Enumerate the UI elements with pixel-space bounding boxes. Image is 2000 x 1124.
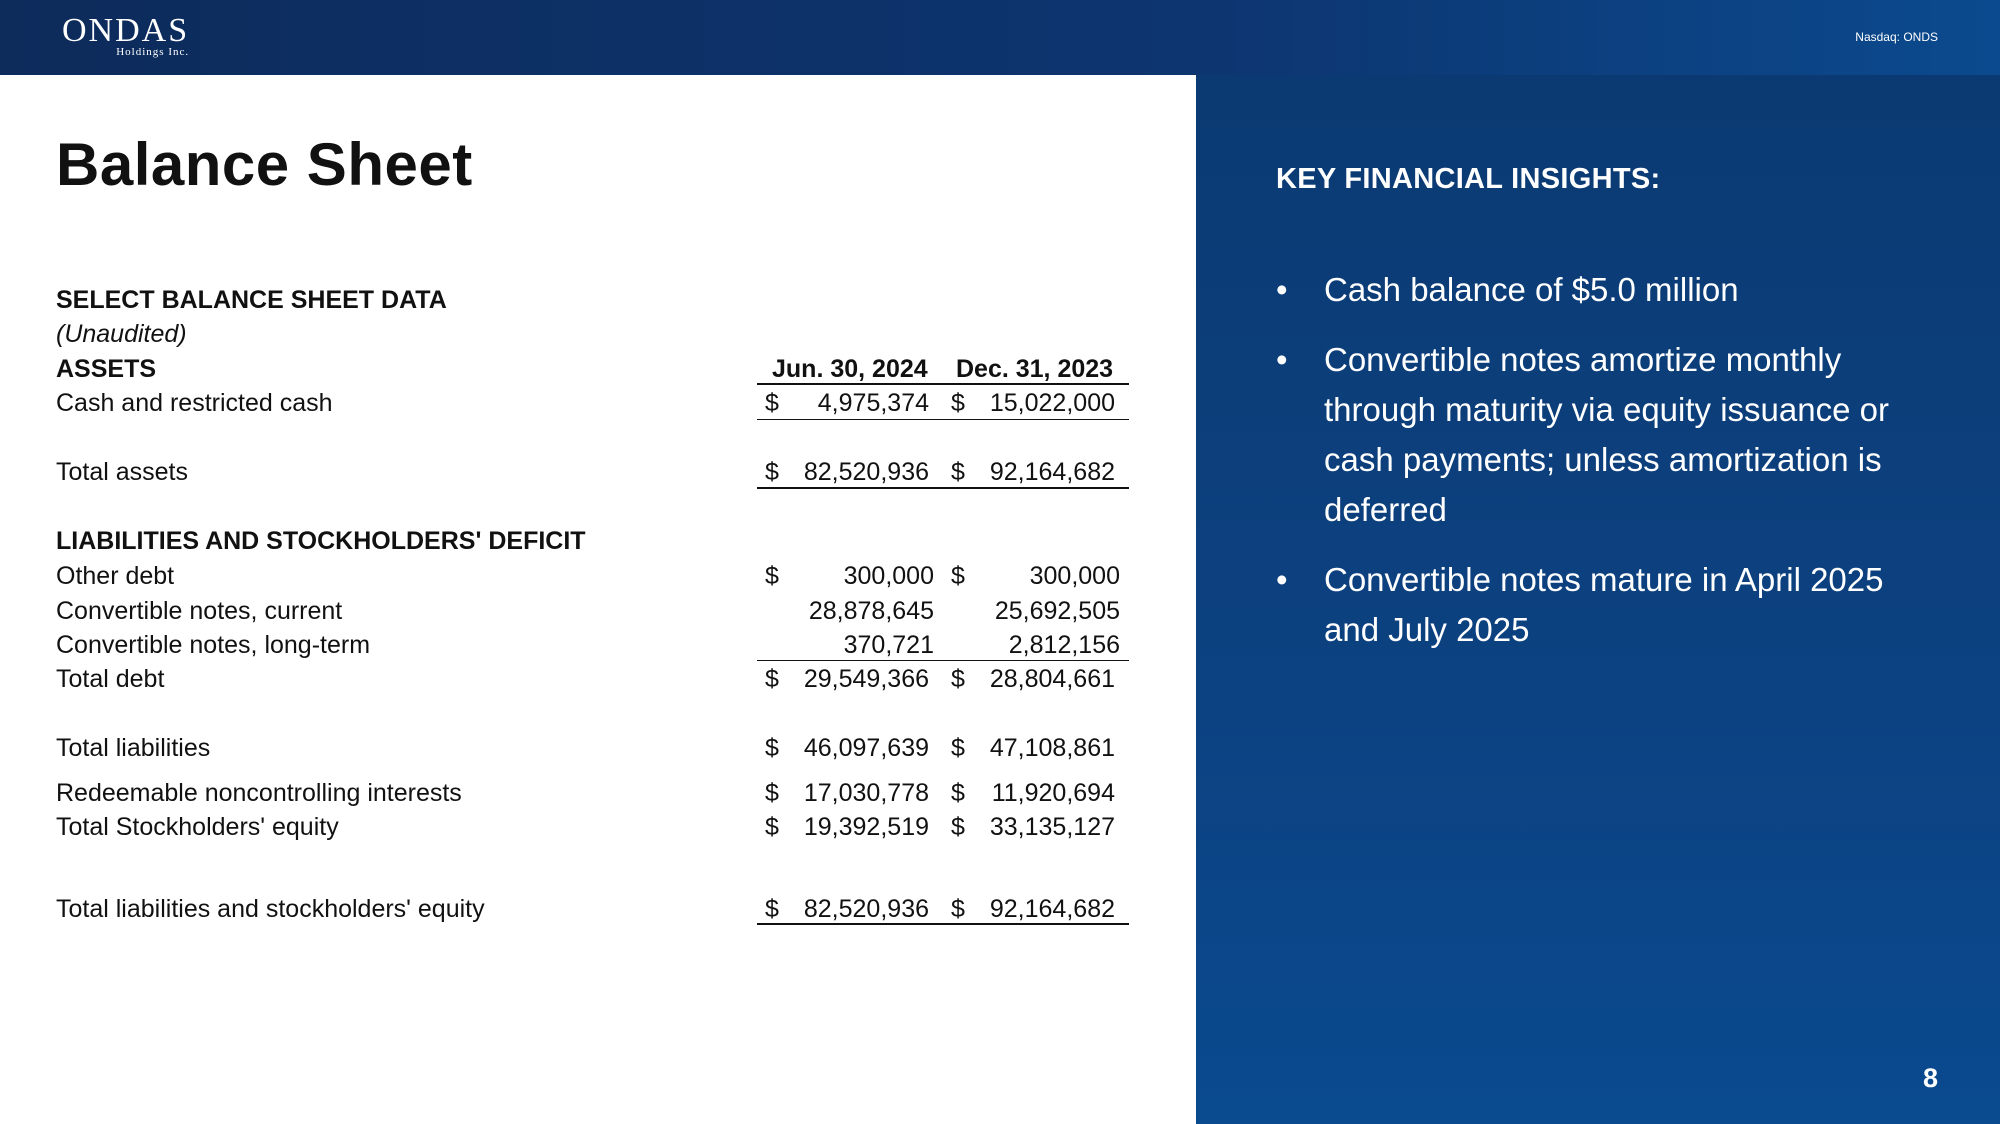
amount: 47,108,861 xyxy=(989,734,1115,762)
value-cell xyxy=(757,455,929,489)
total-rule xyxy=(757,487,1129,489)
value-cell xyxy=(943,594,1120,628)
currency-sign: $ xyxy=(765,813,779,841)
value-cell xyxy=(943,731,1115,765)
amount: 28,878,645 xyxy=(808,597,934,625)
unaudited-row xyxy=(56,317,1136,351)
slide-title: Balance Sheet xyxy=(56,131,473,198)
value-cell xyxy=(757,810,929,844)
value-cell xyxy=(757,628,934,662)
amount: 82,520,936 xyxy=(803,895,929,923)
currency-sign: $ xyxy=(765,458,779,486)
ticker-label: Nasdaq: ONDS xyxy=(1855,30,1938,44)
value-cell xyxy=(943,628,1120,662)
row-label: Total Stockholders' equity xyxy=(56,813,339,841)
currency-sign: $ xyxy=(951,562,965,590)
value-cell xyxy=(943,386,1115,420)
list-item xyxy=(1276,335,1936,535)
value-cell xyxy=(757,776,929,810)
row-label: Total debt xyxy=(56,665,165,693)
currency-sign: $ xyxy=(951,389,965,417)
subtotal-rule xyxy=(757,419,1129,420)
table-row xyxy=(56,455,1136,489)
row-label: Redeemable noncontrolling interests xyxy=(56,779,462,807)
value-cell xyxy=(757,662,929,696)
assets-heading: ASSETS xyxy=(56,355,157,383)
amount: 19,392,519 xyxy=(803,813,929,841)
header-rule xyxy=(757,383,1129,385)
currency-sign: $ xyxy=(765,734,779,762)
currency-sign: $ xyxy=(765,779,779,807)
amount: 25,692,505 xyxy=(994,597,1120,625)
value-cell xyxy=(943,776,1115,810)
currency-sign: $ xyxy=(951,458,965,486)
row-label: Total liabilities xyxy=(56,734,211,762)
row-label: Convertible notes, long-term xyxy=(56,631,371,659)
bullet-icon: • xyxy=(1276,271,1288,308)
liabilities-heading-row xyxy=(56,524,1136,558)
insight-text: Convertible notes mature in April 2025 and July 2025 xyxy=(1324,561,1884,648)
amount: 28,804,661 xyxy=(989,665,1115,693)
table-row xyxy=(56,892,1136,926)
currency-sign: $ xyxy=(765,562,779,590)
amount: 4,975,374 xyxy=(817,389,929,417)
table-row xyxy=(56,559,1136,593)
table-row xyxy=(56,776,1136,810)
insights-title: KEY FINANCIAL INSIGHTS: xyxy=(1276,163,1661,195)
row-label: Total liabilities and stockholders' equity xyxy=(56,895,485,923)
value-cell xyxy=(943,559,1120,593)
amount: 92,164,682 xyxy=(989,458,1115,486)
value-cell xyxy=(943,455,1115,489)
page-number: 8 xyxy=(1922,1063,1938,1093)
amount: 17,030,778 xyxy=(803,779,929,807)
amount: 11,920,694 xyxy=(991,779,1115,807)
bullet-icon: • xyxy=(1276,341,1288,378)
value-cell xyxy=(943,810,1115,844)
amount: 82,520,936 xyxy=(803,458,929,486)
list-item xyxy=(1276,555,1936,655)
value-cell xyxy=(757,559,934,593)
amount: 300,000 xyxy=(1029,562,1120,590)
row-label: Total assets xyxy=(56,458,189,486)
section-title: SELECT BALANCE SHEET DATA xyxy=(56,286,447,314)
insights-list xyxy=(1276,265,1936,675)
section-heading-row xyxy=(56,283,1136,317)
currency-sign: $ xyxy=(765,389,779,417)
currency-sign: $ xyxy=(951,734,965,762)
row-label: Cash and restricted cash xyxy=(56,389,333,417)
row-label: Convertible notes, current xyxy=(56,597,343,625)
bullet-icon: • xyxy=(1276,561,1288,598)
amount: 370,721 xyxy=(843,631,934,659)
value-cell xyxy=(757,731,929,765)
amount: 15,022,000 xyxy=(989,389,1115,417)
subtotal-rule xyxy=(757,660,1129,661)
currency-sign: $ xyxy=(951,813,965,841)
currency-sign: $ xyxy=(951,895,965,923)
value-cell xyxy=(757,892,929,926)
column-header-dec-2023: Dec. 31, 2023 xyxy=(956,355,1114,383)
top-bar xyxy=(0,0,2000,75)
insight-text: Cash balance of $5.0 million xyxy=(1324,271,1739,308)
assets-header-row xyxy=(56,352,1136,386)
logo-subtitle: Holdings Inc. xyxy=(116,46,190,58)
insights-panel xyxy=(1196,75,2000,1124)
unaudited-note: (Unaudited) xyxy=(56,320,187,348)
company-logo xyxy=(62,14,189,58)
column-header-jun-2024: Jun. 30, 2024 xyxy=(772,355,928,383)
table-row xyxy=(56,731,1136,765)
row-label: Other debt xyxy=(56,562,175,590)
amount: 33,135,127 xyxy=(989,813,1115,841)
liabilities-heading: LIABILITIES AND STOCKHOLDERS' DEFICIT xyxy=(56,527,586,555)
currency-sign: $ xyxy=(951,665,965,693)
currency-sign: $ xyxy=(765,665,779,693)
list-item xyxy=(1276,265,1936,315)
amount: 46,097,639 xyxy=(803,734,929,762)
currency-sign: $ xyxy=(951,779,965,807)
amount: 2,812,156 xyxy=(1008,631,1120,659)
amount: 29,549,366 xyxy=(803,665,929,693)
amount: 300,000 xyxy=(843,562,934,590)
total-rule xyxy=(757,923,1129,925)
table-row xyxy=(56,594,1136,628)
amount: 92,164,682 xyxy=(989,895,1115,923)
value-cell xyxy=(943,892,1115,926)
table-row xyxy=(56,810,1136,844)
table-row xyxy=(56,386,1136,420)
logo-wordmark: ONDAS xyxy=(62,12,190,49)
value-cell xyxy=(757,594,934,628)
value-cell xyxy=(943,662,1115,696)
currency-sign: $ xyxy=(765,895,779,923)
value-cell xyxy=(757,386,929,420)
table-row xyxy=(56,662,1136,696)
insight-text: Convertible notes amortize monthly through maturity via equity issuance or cash payments; unless amortization is deferred xyxy=(1324,341,1889,528)
table-row xyxy=(56,628,1136,662)
